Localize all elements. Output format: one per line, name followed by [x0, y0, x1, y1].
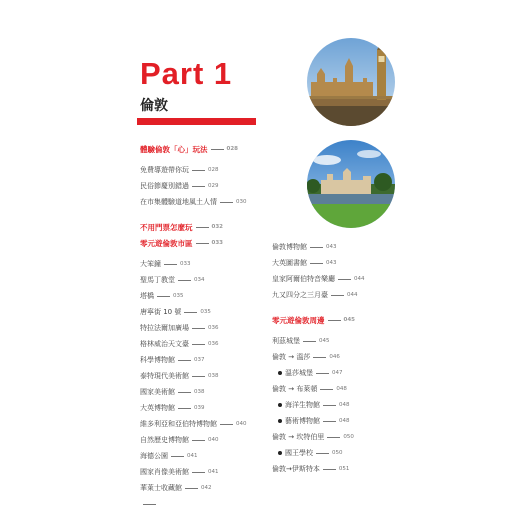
- title-rule: [137, 118, 256, 125]
- leader-line: [192, 440, 205, 441]
- toc-entry-text: 唐寧街 10 號: [140, 308, 182, 316]
- toc-page-number: 041: [208, 469, 219, 475]
- leader-line: [316, 373, 329, 374]
- leader-line: [313, 357, 326, 358]
- toc-entry[interactable]: [272, 287, 402, 303]
- toc-entry-text: 倫敦→伊斯特本: [272, 465, 320, 473]
- bullet-icon: [278, 371, 282, 375]
- toc-entry-text: 溫莎城堡: [285, 369, 313, 377]
- toc-entry-text: 科學博物館: [140, 356, 175, 364]
- toc-page-number: 035: [200, 309, 211, 315]
- leader-line: [328, 320, 341, 321]
- toc-subentry[interactable]: [272, 445, 402, 461]
- toc-heading-text: 零元遊倫敦周邊: [272, 315, 325, 325]
- toc-page-number: 044: [354, 276, 365, 282]
- toc-right-column: [272, 239, 402, 477]
- toc-page-number: 034: [194, 277, 205, 283]
- toc-entry-text: 自然歷史博物館: [140, 436, 189, 444]
- toc-entry[interactable]: [140, 368, 272, 384]
- toc-page-number: 035: [173, 293, 184, 299]
- toc-entry[interactable]: [272, 349, 402, 365]
- toc-entry[interactable]: [140, 178, 272, 194]
- toc-heading-text: 體驗倫敦「心」玩法: [140, 144, 208, 154]
- toc-entry-text: 倫敦 → 溫莎: [272, 353, 311, 361]
- toc-entry[interactable]: [140, 162, 272, 178]
- leader-line: [323, 469, 336, 470]
- leader-line: [327, 437, 340, 438]
- leeds-castle-photo: [307, 140, 395, 228]
- toc-entry-text: 國家美術館: [140, 388, 175, 396]
- toc-entry[interactable]: [140, 256, 272, 272]
- leader-line: [192, 328, 205, 329]
- toc-subentry[interactable]: [272, 413, 402, 429]
- toc-entry[interactable]: [272, 429, 402, 445]
- toc-entry-text: 藝術博物館: [285, 417, 320, 425]
- toc-entry-text: 民俗節慶別錯過: [140, 182, 189, 190]
- leader-line: [211, 149, 224, 150]
- toc-entry-text: 海洋生物館: [285, 401, 320, 409]
- toc-entry[interactable]: [140, 336, 272, 352]
- toc-page-number: 050: [343, 434, 354, 440]
- toc-entry[interactable]: [140, 400, 272, 416]
- leader-line: [192, 376, 205, 377]
- leader-line: [338, 279, 351, 280]
- toc-page-number: 047: [332, 370, 343, 376]
- toc-entry[interactable]: [140, 448, 272, 464]
- toc-entry-text: 格林威治天文臺: [140, 340, 189, 348]
- toc-entry-text: 國王學校: [285, 449, 313, 457]
- leader-line: [316, 453, 329, 454]
- leader-line: [331, 295, 344, 296]
- toc-page-number: 037: [194, 357, 205, 363]
- leader-line: [157, 296, 170, 297]
- toc-page-number: 029: [208, 183, 219, 189]
- part-subtitle: 倫敦: [140, 98, 168, 114]
- toc-page-number: 041: [187, 453, 198, 459]
- toc-entry-text: 免費導遊帶你玩: [140, 166, 189, 174]
- toc-entry[interactable]: [140, 480, 272, 496]
- toc-entry-text: 在市集體驗道地風土人情: [140, 198, 217, 206]
- toc-entry-text: 倫敦博物館: [272, 243, 307, 251]
- toc-page-number: 046: [329, 354, 340, 360]
- toc-entry-text: 大英圖書館: [272, 259, 307, 267]
- toc-page-number: 028: [208, 167, 219, 173]
- leader-line: [303, 341, 316, 342]
- toc-entry-text: 大笨鐘: [140, 260, 161, 268]
- toc-page-number: 032: [211, 224, 223, 230]
- toc-entry[interactable]: [140, 272, 272, 288]
- leader-line: [143, 504, 156, 505]
- leader-line: [192, 186, 205, 187]
- toc-page-number: 048: [339, 418, 350, 424]
- toc-entry-text: 國家肖像美術館: [140, 468, 189, 476]
- toc-page-number: 043: [326, 244, 337, 250]
- westminster-photo: [307, 38, 395, 126]
- toc-subentry[interactable]: [272, 365, 402, 381]
- toc-entry[interactable]: [272, 461, 402, 477]
- bullet-icon: [278, 451, 282, 455]
- toc-page-number: 039: [194, 405, 205, 411]
- toc-page-number: 030: [236, 199, 247, 205]
- toc-section-heading[interactable]: [140, 141, 272, 157]
- toc-heading-text: 不用門票怎麼玩: [140, 222, 193, 232]
- toc-entry[interactable]: [140, 432, 272, 448]
- leader-line: [171, 456, 184, 457]
- toc-entry[interactable]: [272, 255, 402, 271]
- toc-entry[interactable]: [272, 271, 402, 287]
- leader-line: [192, 472, 205, 473]
- toc-page-number: 051: [338, 466, 350, 472]
- toc-page-number: 048: [336, 386, 347, 392]
- toc-page-number: 050: [332, 450, 343, 456]
- toc-entry-text: 九又四分之三月臺: [272, 291, 328, 299]
- toc-page-number: 040: [236, 421, 247, 427]
- toc-page-number: 033: [211, 240, 223, 246]
- toc-section-heading[interactable]: [272, 312, 402, 328]
- leader-line: [323, 405, 336, 406]
- toc-entry[interactable]: [140, 384, 272, 400]
- leader-line: [178, 408, 191, 409]
- toc-entry-text: 倫敦 → 布萊頓: [272, 385, 318, 393]
- leader-line: [184, 312, 197, 313]
- toc-page-number: 045: [319, 338, 330, 344]
- leader-line: [196, 227, 209, 228]
- toc-entry-text: 特拉法爾加廣場: [140, 324, 189, 332]
- toc-page-number: 042: [201, 485, 212, 491]
- toc-entry[interactable]: [140, 304, 272, 320]
- toc-entry-text: 大英博物館: [140, 404, 175, 412]
- part-title: Part 1: [140, 56, 233, 91]
- toc-entry[interactable]: [140, 352, 272, 368]
- leader-line: [310, 247, 323, 248]
- toc-entry-text: 海德公園: [140, 452, 168, 460]
- leader-line: [178, 280, 191, 281]
- leader-line: [220, 202, 233, 203]
- toc-page-number: 036: [208, 341, 219, 347]
- toc-entry-text: 泰特現代美術館: [140, 372, 189, 380]
- leader-line: [220, 424, 233, 425]
- toc-entry-text: 利茲城堡: [272, 337, 300, 345]
- leader-line: [192, 344, 205, 345]
- toc-entry[interactable]: [140, 320, 272, 336]
- bullet-icon: [278, 419, 282, 423]
- toc-page-number: 036: [208, 325, 219, 331]
- toc-section-heading[interactable]: [140, 219, 272, 235]
- leader-line: [164, 264, 177, 265]
- toc-entry[interactable]: [140, 194, 272, 210]
- toc-entry-text: 倫敦 → 坎特伯里: [272, 433, 325, 441]
- toc-page-number: 038: [194, 389, 205, 395]
- leader-line: [178, 392, 191, 393]
- toc-page-number: 044: [347, 292, 358, 298]
- toc-entry[interactable]: [272, 381, 402, 397]
- toc-page-number: 045: [343, 317, 355, 323]
- toc-entry-text: 維多利亞和亞伯特博物館: [140, 420, 217, 428]
- leader-line: [320, 389, 333, 390]
- toc-entry[interactable]: [272, 333, 402, 349]
- toc-entry-text: 華萊士收藏館: [140, 484, 182, 492]
- toc-subentry[interactable]: [272, 397, 402, 413]
- toc-entry-text: 聖馬丁教堂: [140, 276, 175, 284]
- toc-heading-text: 零元遊倫敦市區: [140, 238, 193, 248]
- toc-entry[interactable]: [272, 239, 402, 255]
- toc-left-column: [140, 141, 272, 512]
- toc-entry-text: 皇家阿爾伯特音樂廳: [272, 275, 335, 283]
- toc-entry[interactable]: [140, 464, 272, 480]
- toc-page-number: 048: [339, 402, 350, 408]
- toc-entry-text: 塔橋: [140, 292, 154, 300]
- toc-section-heading[interactable]: [140, 235, 272, 251]
- toc-page-number: 033: [180, 261, 191, 267]
- toc-page-number: 040: [208, 437, 219, 443]
- leader-line: [323, 421, 336, 422]
- leader-line: [310, 263, 323, 264]
- leader-line: [192, 170, 205, 171]
- leader-line: [185, 488, 198, 489]
- toc-entry[interactable]: [140, 288, 272, 304]
- bullet-icon: [278, 403, 282, 407]
- leader-line: [196, 243, 209, 244]
- toc-entry[interactable]: [140, 416, 272, 432]
- toc-page-number: 043: [326, 260, 337, 266]
- leader-line: [178, 360, 191, 361]
- toc-entry[interactable]: [140, 496, 272, 512]
- toc-page-number: 028: [226, 146, 238, 152]
- toc-page-number: 038: [208, 373, 219, 379]
